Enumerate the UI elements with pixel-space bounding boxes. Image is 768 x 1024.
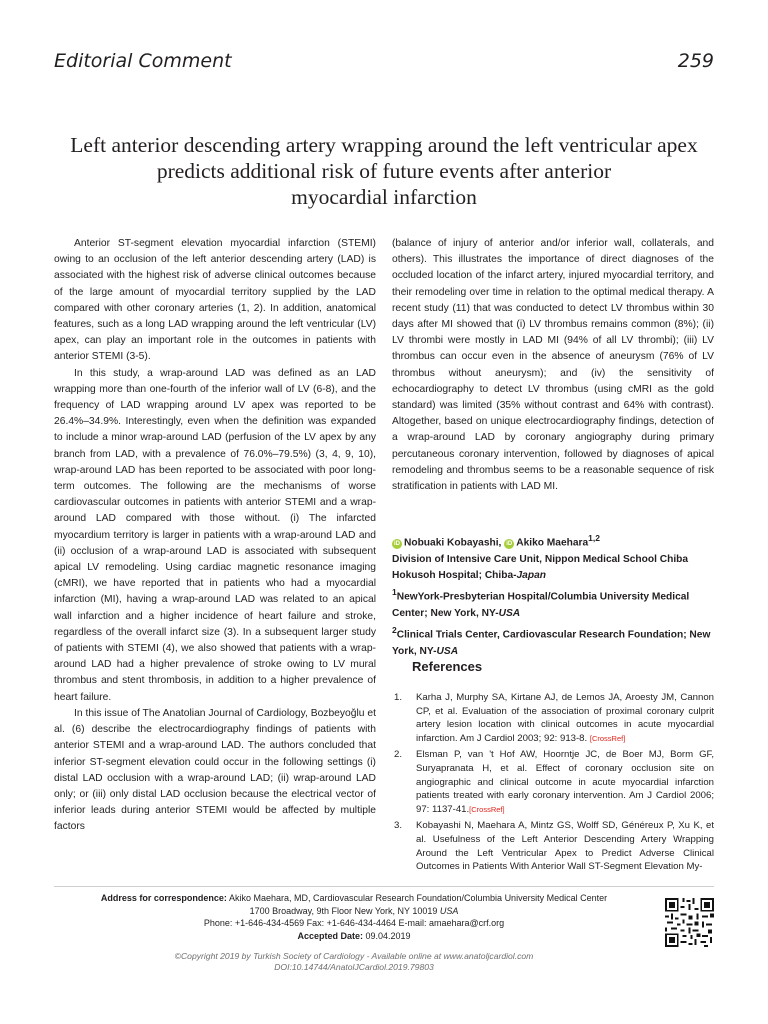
footer-divider	[54, 886, 714, 887]
references-list	[392, 691, 714, 877]
title-line-2: predicts additional risk of future events after anterior	[156, 159, 612, 183]
affiliation-text: Clinical Trials Center, Cardiovascular Research Foundation; New York, NY-	[392, 629, 711, 657]
affiliation-marker: 1	[392, 587, 397, 598]
page-number: 259	[677, 50, 714, 72]
doi-text: DOI:10.14744/AnatolJCardiol.2019.79803	[274, 962, 434, 972]
paragraph: In this issue of The Anatolian Journal of Cardiology, Bozbeyoğlu et al. (6) describe the electrocardiography findings of patients with anterior STEMI and a wrap-around LAD. The authors concluded that inferior ST-segment elevation could occur in the following settings (i) distal LAD occlusion with a wrap-around LAD; (ii) wrap-around LAD only; or (iii) only distal LAD occlusion because the electrical vector of inferior leads during anterior STEMI would be affected by multiple factors	[54, 707, 376, 833]
affiliation-text: Division of Intensive Care Unit, Nippon Medical School Chiba Hokusoh Hospital; Chiba-	[392, 553, 689, 581]
orcid-icon[interactable]: iD	[506, 541, 513, 548]
paragraph: (balance of injury of anterior and/or inferior wall, collaterals, and others). This illustrates the importance of direct diagnoses of the occluded location of the infarct artery, injured myocardial territory, and their remodeling over time in relation to the optimal medical therapy. A recent study (11) that was conducted to detect LV thrombus within 30 days after MI showed that (i) LV thrombus remains common (8%); (ii) LV thrombi were mostly in LAD MI (94% of all LV thrombi); (iii) LV thrombus can occur even in the absence of aneurysm (76% of LV thrombus without aneurysm); and (iv) the sensitivity of echocardiography to detect LV thrombus (using cMRI as the gold standard) was limited (35% without contrast and 64% with contrast). Altogether, based on unique electrocardiography findings, detection of a wrap-around LAD by coronary angiography during primary percutaneous coronary intervention, followed by diagnoses of apical remodeling and thrombus seems to be a reasonable sequence of risk stratification in patients with LAD MI.	[392, 238, 714, 493]
reference-text: Kobayashi N, Maehara A, Mintz GS, Wolff SD, Généreux P, Xu K, et al. Usefulness of the Left Anterior Descending Artery Wrapping Around the Left Ventricular Apex to Predict Adverse Clinical Outcomes in Patients With Anterior Wall ST-Segment Elevation My-	[416, 820, 714, 873]
affiliation-country: Japan	[516, 569, 546, 581]
street-country: USA	[439, 905, 459, 916]
reference-number: 3.	[394, 820, 403, 832]
affiliation	[392, 584, 714, 622]
running-header	[54, 50, 714, 80]
reference-text: Elsman P, van 't Hof AW, Hoorntje JC, de Boer MJ, Borm GF, Suryapranata H, et al. Effect of coronary occlusion site on angiographic and clinical outcome in acute myocardial infarction patients treated with early coronary intervention. Am J Cardiol 2006; 97: 1137-41.	[416, 749, 714, 815]
reference-item	[392, 748, 714, 816]
reference-number: 2.	[394, 749, 403, 761]
affiliation	[392, 622, 714, 660]
affiliation	[392, 552, 714, 585]
author-name: Nobuaki Kobayashi,	[404, 537, 502, 549]
affiliation-country: USA	[498, 607, 521, 619]
section-label: Editorial Comment	[54, 50, 232, 72]
article-title	[40, 132, 728, 210]
crossref-link[interactable]: [CrossRef]	[469, 804, 505, 814]
correspondence-street	[54, 905, 654, 918]
reference-number: 1.	[394, 692, 403, 703]
reference-item	[392, 691, 714, 745]
author-name: Akiko Maehara	[516, 537, 589, 549]
author-affiliation-marker: 1,2	[588, 533, 600, 543]
crossref-link[interactable]: [CrossRef]	[589, 733, 626, 743]
correspondence-contact: Phone: +1-646-434-4569 Fax: +1-646-434-4464 E-mail: amaehara@crf.org	[203, 918, 505, 929]
correspondence-address	[54, 892, 654, 905]
author-names	[392, 530, 714, 552]
accepted-date	[54, 930, 654, 943]
accepted-value: 09.04.2019	[365, 930, 411, 941]
copyright-block	[54, 951, 654, 973]
reference-item	[392, 819, 714, 873]
title-line-1: Left anterior descending artery wrapping around the left ventricular apex	[70, 133, 698, 157]
affiliation-country: USA	[436, 645, 459, 657]
copyright-text: ©Copyright 2019 by Turkish Society of Cardiology - Available online at www.anatoljcardiol.com	[174, 951, 534, 961]
correspondence-label: Address for correspondence:	[100, 893, 227, 903]
street-text: 1700 Broadway, 9th Floor New York, NY 10019	[249, 905, 440, 916]
author-block	[392, 530, 714, 660]
reference-text: Karha J, Murphy SA, Kirtane AJ, de Lemos JA, Aroesty JM, Cannon CP, et al. Evaluation of the association of proximal coronary culprit artery lesion location with clinical outcomes in acute myocardial infarction. Am J Cardiol 2003; 92: 913-8.	[416, 692, 714, 744]
affiliation-marker: 2	[392, 625, 397, 636]
paragraph: In this study, a wrap-around LAD was defined as an LAD wrapping more than one-fourth of the inferior wall of LV (6-8), and the frequency of LAD wrapping around LV apex was reported to be 26.4%–34.9%. Interestingly, even when the definition was expanded to include a minor wrap-around LAD (perfusion of the LV apex by any branch from LAD, with a prevalence of 76.0%–79.5%) (3, 4, 9, 10), wrap-around LAD has been reported to be associated with poor long-term outcomes. The following are the mechanisms of worse cardiovascular outcomes in patients with anterior STEMI and a wrap-around LAD compared with those without. (i) The infarcted myocardium territory is larger in patients with a wrap-around LAD and (ii) occlusion of a wrap-around LAD is associated with subsequent apical LV remodeling. Using cardiac magnetic resonance imaging (cMRI), we have reported that in patients who had a myocardial infarction (MI), having a wrap-around LAD was related to an apical wall infarction and a higher incidence of heart failure and stroke, regardless of the overall infarct size (3). In a subsequent larger study of patients with STEMI (4), we also showed that patients with a wrap-around LAD had a higher prevalence of stroke owing to LV mural thrombus and stent thrombosis, in addition to a higher prevalence of heart failure.	[54, 367, 376, 703]
orcid-icon[interactable]: iD	[394, 541, 400, 548]
qr-code-icon[interactable]	[665, 898, 714, 947]
affiliation-text: NewYork-Presbyterian Hospital/Columbia University Medical Center; New York, NY-	[392, 591, 690, 619]
accepted-label: Accepted Date:	[297, 930, 363, 941]
body-column-left	[54, 236, 376, 836]
body-column-right	[392, 236, 714, 495]
correspondence-block	[54, 892, 654, 942]
paragraph: Anterior ST-segment elevation myocardial infarction (STEMI) owing to an occlusion of the left anterior descending artery (LAD) is associated with the highest risk of adverse clinical outcomes because of the large amount of myocardial territory supplied by the LAD compared with other coronary arteries (1, 2). In addition, anatomical features, such as a long LAD wrapping around the left ventricular (LV) apex, can play an important role in the outcomes in patients with anterior STEMI (3-5).	[54, 238, 376, 363]
references-heading: References	[412, 659, 483, 674]
correspondence-name: Akiko Maehara, MD, Cardiovascular Research Foundation/Columbia University Medical Center	[228, 893, 608, 903]
title-line-3: myocardial infarction	[291, 185, 477, 209]
